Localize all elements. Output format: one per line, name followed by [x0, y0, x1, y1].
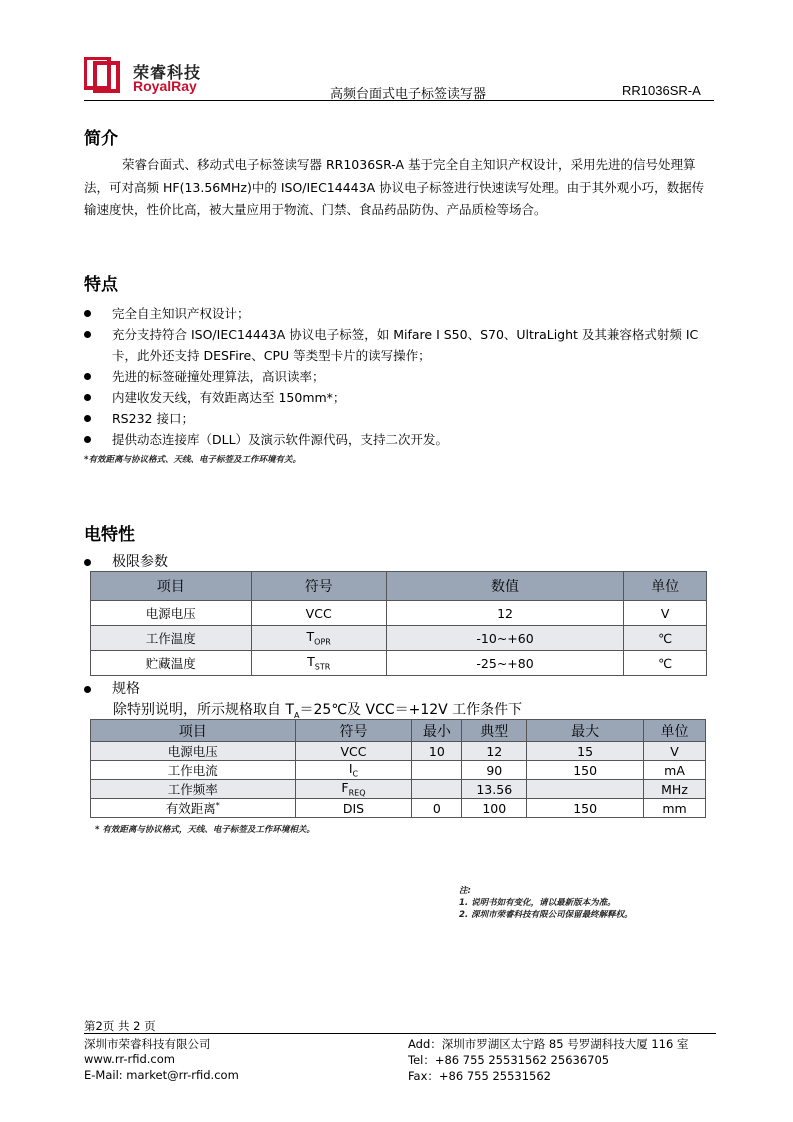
table-row: 工作频率 $F_{REQ}$ 13.56 MHz	[91, 780, 706, 799]
bullet-icon	[84, 310, 91, 317]
intro-heading: 简介	[84, 129, 118, 149]
features-heading: 特点	[84, 275, 118, 295]
header-divider	[84, 100, 714, 101]
footer-fax: Fax：+86 755 25531562	[408, 1069, 551, 1083]
feature-item: 完全自主知识产权设计；	[84, 303, 714, 324]
table-row: 电源电压 VCC 10 12 15 V	[91, 742, 706, 761]
table-header-row: 项目 符号 最小 典型 最大 单位	[91, 720, 706, 742]
specs-footnote: * 有效距离与协议格式，天线、电子标签及工作环境相关。	[95, 825, 315, 835]
bullet-icon	[84, 373, 91, 380]
feature-item: 充分支持符合 ISO/IEC14443A 协议电子标签，如 Mifare I S50、S70、UltraLight 及其兼容格式射频 IC 卡，此外还支持 DESFire、CPU 等类型卡片的读写操作；	[84, 324, 714, 366]
table-header-row	[91, 572, 707, 601]
feature-item: 先进的标签碰撞处理算法，高识读率；	[84, 366, 714, 387]
feature-item: 内建收发天线，有效距离达至 150mm*；	[84, 387, 714, 408]
footer-address: Add：深圳市罗湖区太宁路 85 号罗湖科技大厦 116 室	[408, 1037, 689, 1051]
col-value: 数值	[386, 572, 623, 601]
table-row: 工作电流 $I_C$ 90 150 mA	[91, 761, 706, 780]
royalray-logo	[84, 57, 120, 93]
footer-website: www.rr-rfid.com	[84, 1052, 175, 1066]
document-title: 高频台面式电子标签读写器	[330, 87, 487, 102]
specs-title: 规格	[84, 679, 714, 700]
model-number: RR1036SR-A	[622, 83, 701, 98]
table-row: 工作温度 $T_{OPR}$ -10~+60 ℃	[91, 626, 707, 651]
limits-table	[90, 571, 707, 676]
limits-title: 极限参数	[84, 552, 714, 573]
bullet-icon	[84, 686, 91, 693]
bullet-icon	[84, 559, 91, 566]
footer-email: E-Mail: market@rr-rfid.com	[84, 1068, 239, 1082]
col-item: 项目	[91, 572, 252, 601]
bullet-icon	[84, 331, 91, 338]
footer-divider	[84, 1033, 716, 1034]
brand-chinese-name: 荣睿科技	[133, 63, 202, 82]
bullet-icon	[84, 436, 91, 443]
feature-item: 提供动态连接库（DLL）及演示软件源代码，支持二次开发。	[84, 429, 714, 450]
col-symbol: 符号	[251, 572, 386, 601]
intro-paragraph: 荣睿台面式、移动式电子标签读写器 RR1036SR-A 基于完全自主知识产权设计，采用先进的信号处理算法，可对高频 HF(13.56MHz)中的 ISO/IEC14443A 协议电子标签进行快速读写处理。由于其外观小巧，数据传输速度快，性价比高，被大量应用于物流、门禁、食品药品防伪、产品质检等场合。	[84, 157, 705, 217]
electrical-heading: 电特性	[84, 525, 135, 545]
features-footnote: *有效距离与协议格式、天线、电子标签及工作环境有关。	[84, 455, 301, 465]
bullet-icon	[84, 394, 91, 401]
feature-item: RS232 接口；	[84, 408, 714, 429]
table-row: 贮藏温度 $T_{STR}$ -25~+80 ℃	[91, 651, 707, 676]
table-row: 有效距离* DIS 0 100 150 mm	[91, 799, 706, 818]
table-row: 电源电压 VCC 12 V	[91, 601, 707, 626]
page-number: 第2页 共 2 页	[84, 1019, 156, 1033]
bullet-icon	[84, 415, 91, 422]
footer-company: 深圳市荣睿科技有限公司	[84, 1037, 211, 1051]
specs-table	[90, 719, 706, 818]
brand-english-name: RoyalRay	[133, 78, 197, 94]
notice-block: 注: 1. 说明书如有变化，请以最新版本为准。 2. 深圳市荣睿科技有限公司保留最终解释权。	[459, 886, 633, 920]
footer-tel: Tel：+86 755 25531562 25636705	[408, 1053, 610, 1067]
col-unit: 单位	[624, 572, 707, 601]
specs-condition: 除特别说明，所示规格取自 $T_A=25℃$及 VCC＝+12V 工作条件下	[113, 702, 523, 720]
